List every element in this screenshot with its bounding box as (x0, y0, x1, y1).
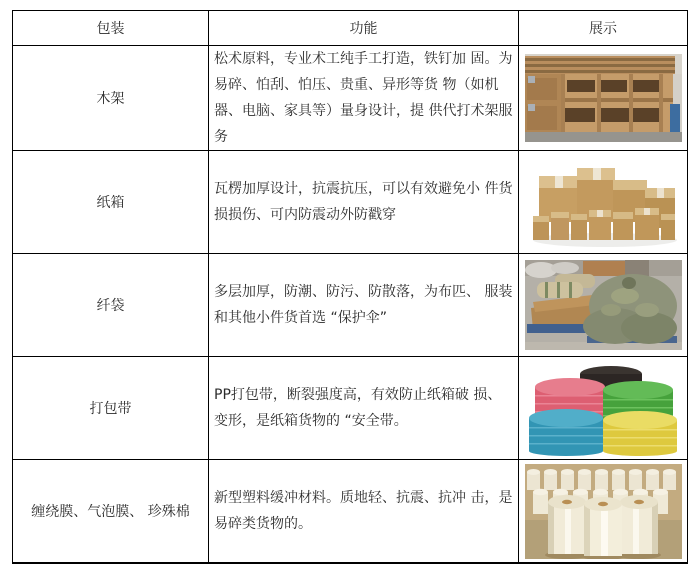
display-cell (519, 46, 688, 151)
display-cell (519, 254, 688, 357)
display-cell (519, 460, 688, 564)
table-row-wrapping-film (13, 460, 688, 564)
table-row-fiber-bag (13, 254, 688, 357)
packaging-cell (13, 151, 209, 254)
header-row (13, 11, 688, 46)
display-cell (519, 151, 688, 254)
table-row-wooden-frame (13, 46, 688, 151)
function-text: 瓦楞加厚设计，抗震抗压，可以有效避免小 件货损损伤、可内防震动外防戳穿 (214, 181, 513, 223)
function-cell (209, 357, 519, 460)
display-cell (519, 357, 688, 460)
function-text: 松术原料，专业术工纯手工打造，铁钉加 固。为易碎、怕刮、怕压、贵重、异形等货 物（如机器、电脑、家具等）量身设计，提 供代打术架服务 (214, 51, 513, 145)
function-text: 多层加厚，防潮、防污、防散落，为布匹、 服装和其他小件货首选 “保护伞” (214, 284, 513, 326)
packaging-cell (13, 46, 209, 151)
table-row-strapping (13, 357, 688, 460)
table-row-carton (13, 151, 688, 254)
cardboard-boxes-photo (525, 154, 682, 250)
function-cell (209, 460, 519, 564)
packaging-name: 木架 (96, 91, 125, 107)
packaging-cell (13, 460, 209, 564)
packaging-name: 打包带 (89, 401, 132, 417)
packaging-name: 缠绕膜、气泡膜、 珍殊棉 (31, 504, 190, 520)
header-packaging: 包装 (13, 11, 209, 46)
packaging-table (12, 10, 688, 564)
packaging-cell (13, 357, 209, 460)
header-function: 功能 (209, 11, 519, 46)
packaging-name: 纸箱 (96, 195, 125, 211)
film-rolls-photo (525, 464, 682, 559)
wooden-crates-photo (525, 54, 682, 142)
function-cell (209, 151, 519, 254)
header-display: 展示 (519, 11, 688, 46)
packaging-cell (13, 254, 209, 357)
function-text: PP打包带，断裂强度高，有效防止纸箱破 损、变形，是纸箱货物的 “安全带。 (214, 387, 502, 429)
function-cell (209, 46, 519, 151)
packaging-name: 纤袋 (96, 298, 125, 314)
fiber-bags-photo (525, 260, 682, 350)
function-text: 新型塑料缓冲材料。质地轻、抗震、抗冲 击，是易碎类货物的。 (214, 490, 513, 532)
strap-rolls-photo (525, 361, 682, 456)
function-cell (209, 254, 519, 357)
